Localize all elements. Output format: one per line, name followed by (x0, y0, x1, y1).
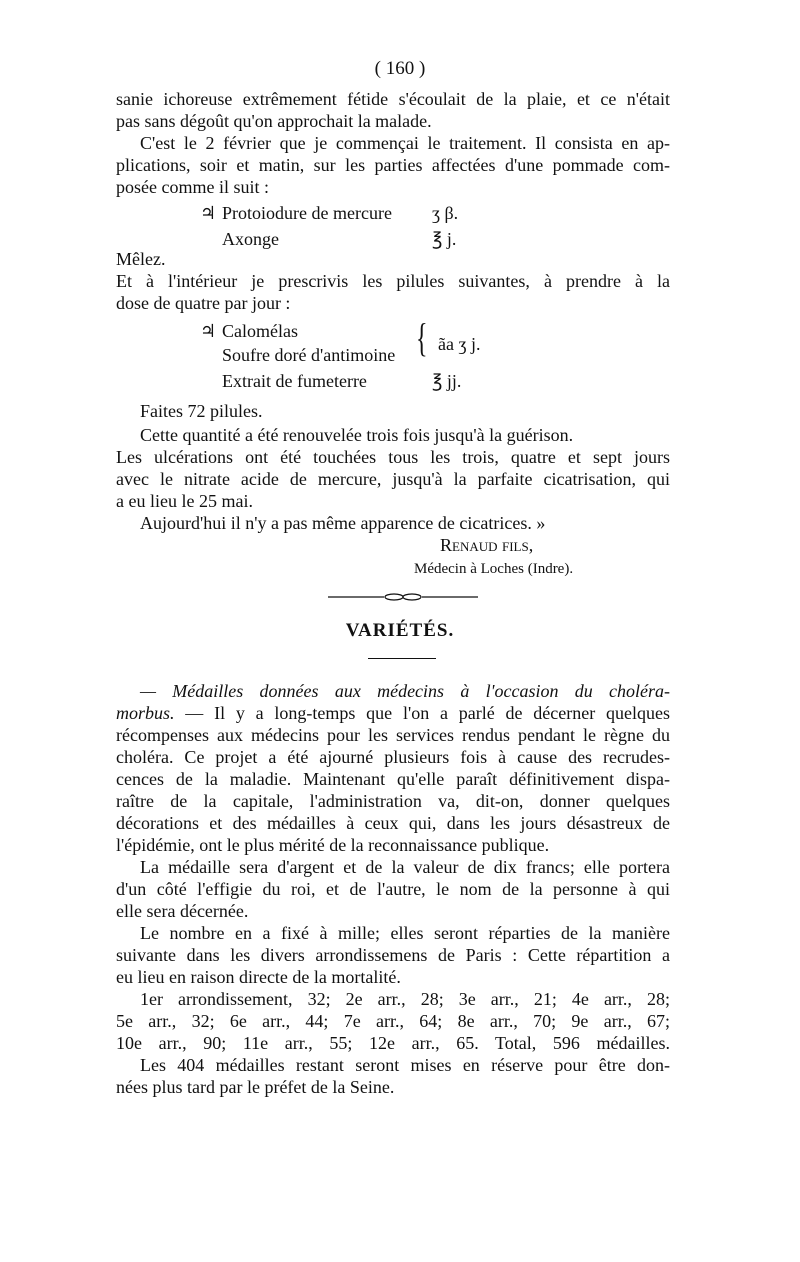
text-line: 1er arrondissement, 32; 2e arr., 28; 3e arr., 21; 4e arr., 28; (140, 989, 670, 1009)
formula-ingredient: Calomélas (222, 321, 298, 341)
article-heading-line (140, 680, 670, 702)
text-line: décorations et des médailles à ceux qui, dans les jours désastreux de (116, 813, 670, 833)
article-heading-italic: morbus. (116, 703, 175, 723)
formula-dose: ℥ jj. (432, 371, 462, 391)
formula-ingredient: Extrait de fumeterre (222, 371, 367, 391)
text-line: cences de la maladie. Maintenant qu'elle paraît définitivement dispa- (116, 769, 670, 789)
text-line: posée comme il suit : (116, 177, 269, 197)
text-line: sanie ichoreuse extrêmement fétide s'écoulait de la plaie, et ce n'était (116, 89, 670, 109)
text-line: d'un côté l'effigie du roi, et de l'autre, le nom de la personne à qui (116, 879, 670, 899)
rx-symbol: ♃ (200, 203, 217, 223)
text-line: 5e arr., 32; 6e arr., 44; 7e arr., 64; 8e arr., 70; 9e arr., 67; (116, 1011, 670, 1031)
text-line: pas sans dégoût qu'on approchait la malade. (116, 111, 432, 131)
text-line: Mêlez. (116, 249, 166, 269)
formula-dose: ãa ʒ j. (438, 334, 481, 354)
text-line: dose de quatre par jour : (116, 293, 291, 313)
text-line: récompenses aux médecins pour les services rendus pendant le règne du (116, 725, 670, 745)
text-line: 10e arr., 90; 11e arr., 55; 12e arr., 65. Total, 596 médailles. (116, 1033, 670, 1053)
article-heading-italic: — Médailles données aux médecins à l'occasion du choléra- (140, 681, 670, 701)
article-heading-line (116, 702, 670, 724)
page-number: ( 160 ) (374, 58, 426, 79)
ornament-divider (328, 592, 478, 602)
text-line: choléra. Ce projet a été ajourné plusieurs fois à cause des recrudes- (116, 747, 670, 767)
title-underline (368, 658, 436, 659)
text-line: Le nombre en a fixé à mille; elles seront réparties de la manière (140, 923, 670, 943)
formula-ingredient: Axonge (222, 229, 279, 249)
text-line: avec le nitrate acide de mercure, jusqu'à la parfaite cicatrisation, qui (116, 469, 670, 489)
text-line: elle sera décernée. (116, 901, 249, 921)
formula-ingredient: Soufre doré d'antimoine (222, 345, 396, 365)
text-line: Cette quantité a été renouvelée trois fois jusqu'à la guérison. (140, 425, 574, 445)
text-line: plications, soir et matin, sur les parties affectées d'une pommade com- (116, 155, 670, 175)
text-line: Les 404 médailles restant seront mises en réserve pour être don- (140, 1055, 670, 1075)
text-line: raître de la capitale, l'administration va, dit-on, donner quelques (116, 791, 670, 811)
text-line: eu lieu en raison directe de la mortalité. (116, 967, 401, 987)
text-line: a eu lieu le 25 mai. (116, 491, 253, 511)
section-title: VARIÉTÉS. (345, 620, 455, 641)
signature-name: Renaud fils, (440, 535, 534, 555)
text-line: La médaille sera d'argent et de la valeur de dix francs; elle portera (140, 857, 670, 877)
formula-dose: ℥ j. (432, 229, 457, 249)
text-span: — Il y a long-temps que l'on a parlé de décerner quelques (174, 703, 670, 723)
brace-symbol: { (416, 315, 428, 360)
text-line: Aujourd'hui il n'y a pas même apparence de cicatrices. » (140, 513, 546, 533)
rx-symbol: ♃ (200, 321, 217, 341)
text-line: Et à l'intérieur je prescrivis les pilules suivantes, à prendre à la (116, 271, 670, 291)
signature-place: Médecin à Loches (Indre). (414, 561, 574, 577)
text-line: Faites 72 pilules. (140, 401, 263, 421)
text-line: C'est le 2 février que je commençai le traitement. Il consista en ap- (140, 133, 670, 153)
text-line: nées plus tard par le préfet de la Seine. (116, 1077, 395, 1097)
formula-ingredient: Protoiodure de mercure (222, 203, 392, 223)
formula-dose: ʒ β. (432, 203, 459, 223)
text-line: l'épidémie, ont le plus mérité de la reconnaissance publique. (116, 835, 550, 855)
text-line: suivante dans les divers arrondissemens de Paris : Cette répartition a (116, 945, 670, 965)
text-line: Les ulcérations ont été touchées tous les trois, quatre et sept jours (116, 447, 670, 467)
